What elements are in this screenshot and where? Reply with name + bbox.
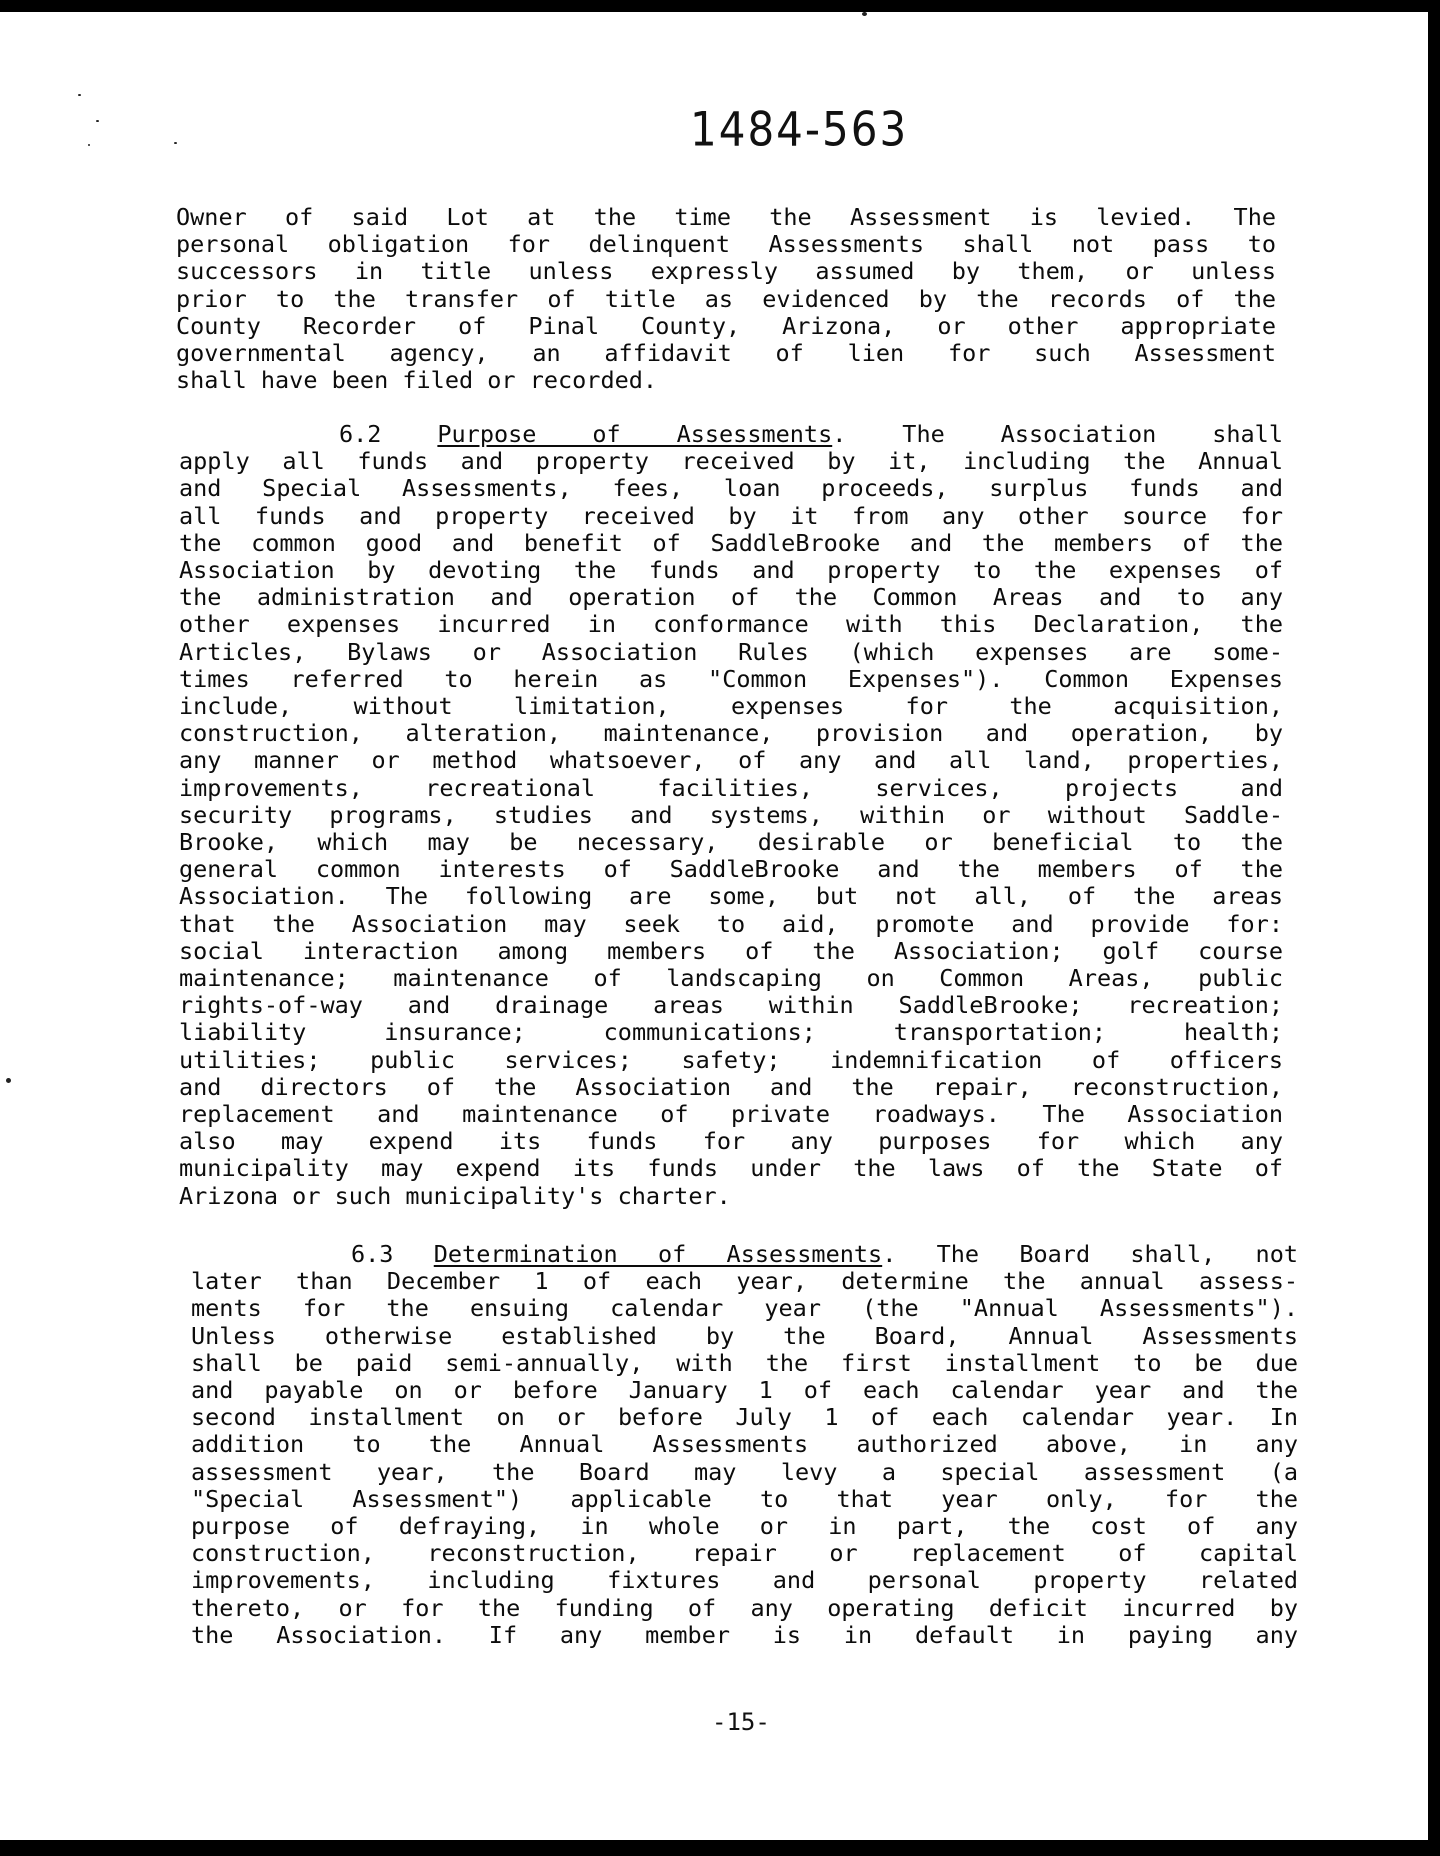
text-line: governmental agency, an affidavit of lien for such Assessment xyxy=(176,339,1276,368)
text-line: shall be paid semi-annually, with the first installment to be due xyxy=(191,1348,1298,1377)
text-line: any manner or method whatsoever, of any and all land, properties, xyxy=(179,746,1283,775)
text-line: Association by devoting the funds and property to the expenses of xyxy=(179,556,1283,585)
text-line: maintenance; maintenance of landscaping on Common Areas, public xyxy=(179,964,1283,993)
text-line: successors in title unless expressly assumed by them, or unless xyxy=(176,257,1276,286)
text-line: ments for the ensuing calendar year (the "Annual Assessments"). xyxy=(191,1294,1298,1323)
text-line: municipality may expend its funds under the laws of the State of xyxy=(179,1154,1283,1183)
scan-speck xyxy=(96,120,99,122)
document-reference-number: 1484-563 xyxy=(690,102,909,157)
text-line: rights-of-way and drainage areas within SaddleBrooke; recreation; xyxy=(179,991,1283,1020)
text-line: Articles, Bylaws or Association Rules (which expenses are some- xyxy=(179,637,1283,666)
text-line: Association. The following are some, but not all, of the areas xyxy=(179,882,1283,911)
section-first-line-text: . The Association shall xyxy=(832,420,1283,448)
text-line: second installment on or before July 1 of each calendar year. In xyxy=(191,1403,1298,1432)
text-line: addition to the Annual Assessments authorized above, in any xyxy=(191,1430,1298,1459)
text-line: "Special Assessment") applicable to that year only, for the xyxy=(191,1484,1298,1513)
scan-speck xyxy=(88,144,90,146)
text-line: other expenses incurred in conformance with this Declaration, the xyxy=(179,610,1283,639)
text-line: improvements, recreational facilities, services, projects and xyxy=(179,773,1283,802)
section-heading: Purpose of Assessments xyxy=(437,420,833,448)
scan-speck xyxy=(6,1078,11,1083)
text-line: also may expend its funds for any purposes for which any xyxy=(179,1127,1283,1156)
section-number: 6.2 xyxy=(339,420,382,448)
section-first-line xyxy=(191,1241,1298,1268)
text-line: Unless otherwise established by the Board, Annual Assessments xyxy=(191,1321,1298,1350)
text-line: all funds and property received by it from any other source for xyxy=(179,501,1283,530)
text-line: include, without limitation, expenses for the acquisition, xyxy=(179,692,1283,721)
text-line: replacement and maintenance of private roadways. The Association xyxy=(179,1100,1283,1129)
text-line: and directors of the Association and the repair, reconstruction, xyxy=(179,1072,1283,1101)
text-line: Owner of said Lot at the time the Assessment is levied. The xyxy=(176,203,1276,231)
section-6-3-paragraph xyxy=(191,1241,1298,1649)
section-first-line-text: . The Board shall, not xyxy=(882,1240,1299,1268)
text-line: liability insurance; communications; transportation; health; xyxy=(179,1018,1283,1047)
text-line: shall have been filed or recorded. xyxy=(176,366,658,395)
text-line: County Recorder of Pinal County, Arizona, or other appropriate xyxy=(176,311,1276,340)
text-line: social interaction among members of the Association; golf course xyxy=(179,936,1283,965)
text-line: the Association. If any member is in default in paying any xyxy=(191,1620,1298,1649)
text-line: thereto, or for the funding of any operating deficit incurred by xyxy=(191,1593,1298,1622)
text-line: the common good and benefit of SaddleBrooke and the members of the xyxy=(179,528,1283,557)
text-line: times referred to herein as "Common Expenses"). Common Expenses xyxy=(179,664,1283,693)
document-page xyxy=(0,12,1428,1840)
section-number: 6.3 xyxy=(351,1240,394,1268)
text-line: utilities; public services; safety; indemnification of officers xyxy=(179,1045,1283,1074)
text-line: personal obligation for delinquent Assessments shall not pass to xyxy=(176,230,1276,259)
section-heading: Determination of Assessments xyxy=(433,1240,883,1268)
text-line: assessment year, the Board may levy a special assessment (a xyxy=(191,1457,1298,1486)
text-line: construction, reconstruction, repair or replacement of capital xyxy=(191,1539,1298,1568)
text-line: construction, alteration, maintenance, provision and operation, by xyxy=(179,719,1283,748)
scan-speck xyxy=(862,12,867,16)
text-line: security programs, studies and systems, within or without Saddle- xyxy=(179,800,1283,829)
text-line: prior to the transfer of title as evidenced by the records of the xyxy=(176,284,1276,313)
text-line: that the Association may seek to aid, promote and provide for: xyxy=(179,909,1283,938)
section-first-line xyxy=(179,421,1283,448)
page-number: -15- xyxy=(712,1708,770,1736)
text-line: Arizona or such municipality's charter. xyxy=(179,1181,731,1210)
text-line: later than December 1 of each year, determine the annual assess- xyxy=(191,1267,1298,1296)
text-line: improvements, including fixtures and personal property related xyxy=(191,1566,1298,1595)
text-line: purpose of defraying, in whole or in part, the cost of any xyxy=(191,1512,1298,1541)
text-line: general common interests of SaddleBrooke and the members of the xyxy=(179,855,1283,884)
scan-speck xyxy=(78,94,81,96)
scan-speck xyxy=(174,142,177,144)
section-6-2-paragraph xyxy=(179,421,1283,1210)
text-line: Brooke, which may be necessary, desirable or beneficial to the xyxy=(179,828,1283,857)
paragraph-continuation xyxy=(176,204,1276,394)
text-line: the administration and operation of the Common Areas and to any xyxy=(179,583,1283,612)
text-line: and payable on or before January 1 of each calendar year and the xyxy=(191,1376,1298,1405)
text-line: and Special Assessments, fees, loan proceeds, surplus funds and xyxy=(179,474,1283,503)
text-line: apply all funds and property received by it, including the Annual xyxy=(179,447,1283,476)
